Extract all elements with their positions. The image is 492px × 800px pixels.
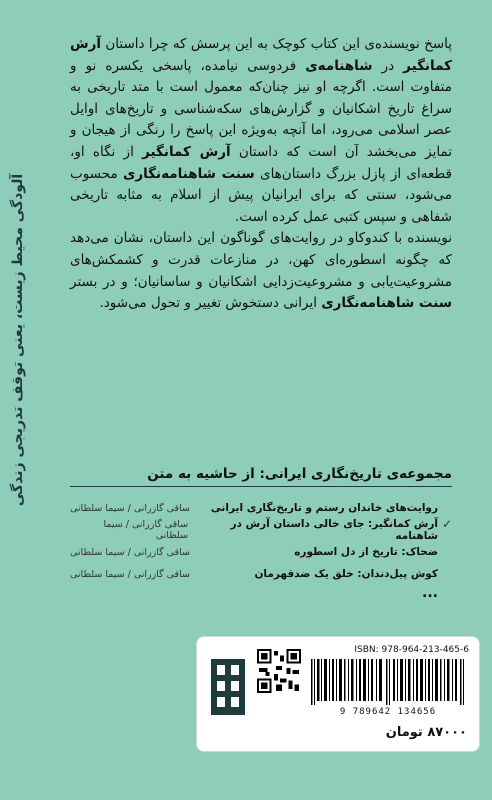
barcode-number: 9 789642 134656 [339, 707, 437, 717]
series-item-current [70, 519, 452, 541]
series-item [70, 541, 452, 563]
isbn-box [196, 636, 480, 752]
series-book-author: ساقی گازرانی / سیما سلطانی [70, 546, 190, 558]
qr-code-icon [257, 649, 301, 693]
series-book-author: ساقی گازرانی / سیما سلطانی [70, 502, 190, 514]
series-list [70, 466, 452, 601]
price: ۸۷۰۰۰ تومان [385, 725, 467, 740]
series-item [70, 497, 452, 519]
series-book-title: روایت‌های خاندان رستم و تاریخ‌نگاری ایرانی [210, 502, 438, 514]
barcode-icon [309, 659, 467, 705]
blurb-paragraph-1: پاسخ نویسنده‌ی این کتاب کوچک به این پرسش که چرا داستان آرش کمانگیر در شاهنامه‌ی فردوسی نیامده، پاسخی یکسره نو و متفاوت است. اگرچه او نیز چنان‌که معمول است با متد تاریخی به سراغ تاریخ اشکانیان و گزارش‌های سکه‌شناسی و تاریخ‌های اوایل عصر اسلامی می‌رود، اما آنچه به‌ویژه این پاسخ را رنگی از هیجان و تمایز می‌بخشد آن است که داستان آرش کمانگیر از نگاه او، قطعه‌ای از پازل بزرگ داستان‌های سنت شاهنامه‌نگاری محسوب می‌شود، سنتی که برای ایرانیان پیش از اسلام به مثابه تاریخی شفاهی و سپس کتبی عمل کرده است. [70, 36, 453, 225]
blurb-paragraph-2: نویسنده با کندوکاو در روایت‌های گوناگون این داستان، نشان می‌دهد که چگونه اسطوره‌ای کهن، در منازعات قدرت و کشمکش‌های مشروعیت‌یابی و مشروعیت‌زدایی اشکانیان و ساسانیان؛ و در بستر سنت شاهنامه‌نگاری ایرانی دستخوش تغییر و تحول می‌شود. [70, 230, 452, 312]
series-book-title: ضحاک: تاریخ از دل اسطوره [294, 546, 438, 558]
series-item [70, 563, 452, 585]
isbn-label: ISBN: 978-964-213-465-6 [354, 645, 469, 655]
blurb [70, 34, 452, 315]
checkmark-icon: ✓ [441, 517, 452, 531]
series-more: ... [422, 585, 438, 601]
publisher-logo-icon [209, 657, 247, 717]
series-book-title: ✓ آرش کمانگیر: جای خالی داستان آرش در شاهنامه [230, 517, 452, 542]
series-book-author: ساقی گازرانی / سیما سلطانی [103, 519, 189, 541]
vertical-tagline: آلودگی محیط زیست، یعنی توقف تدریجی زندگی [10, 173, 26, 507]
series-book-title: کوش پیل‌دندان: خلق یک ضدقهرمان [254, 568, 438, 580]
series-book-author: ساقی گازرانی / سیما سلطانی [70, 568, 190, 580]
series-title: مجموعه‌ی تاریخ‌نگاری ایرانی: از حاشیه به متن [70, 466, 452, 487]
